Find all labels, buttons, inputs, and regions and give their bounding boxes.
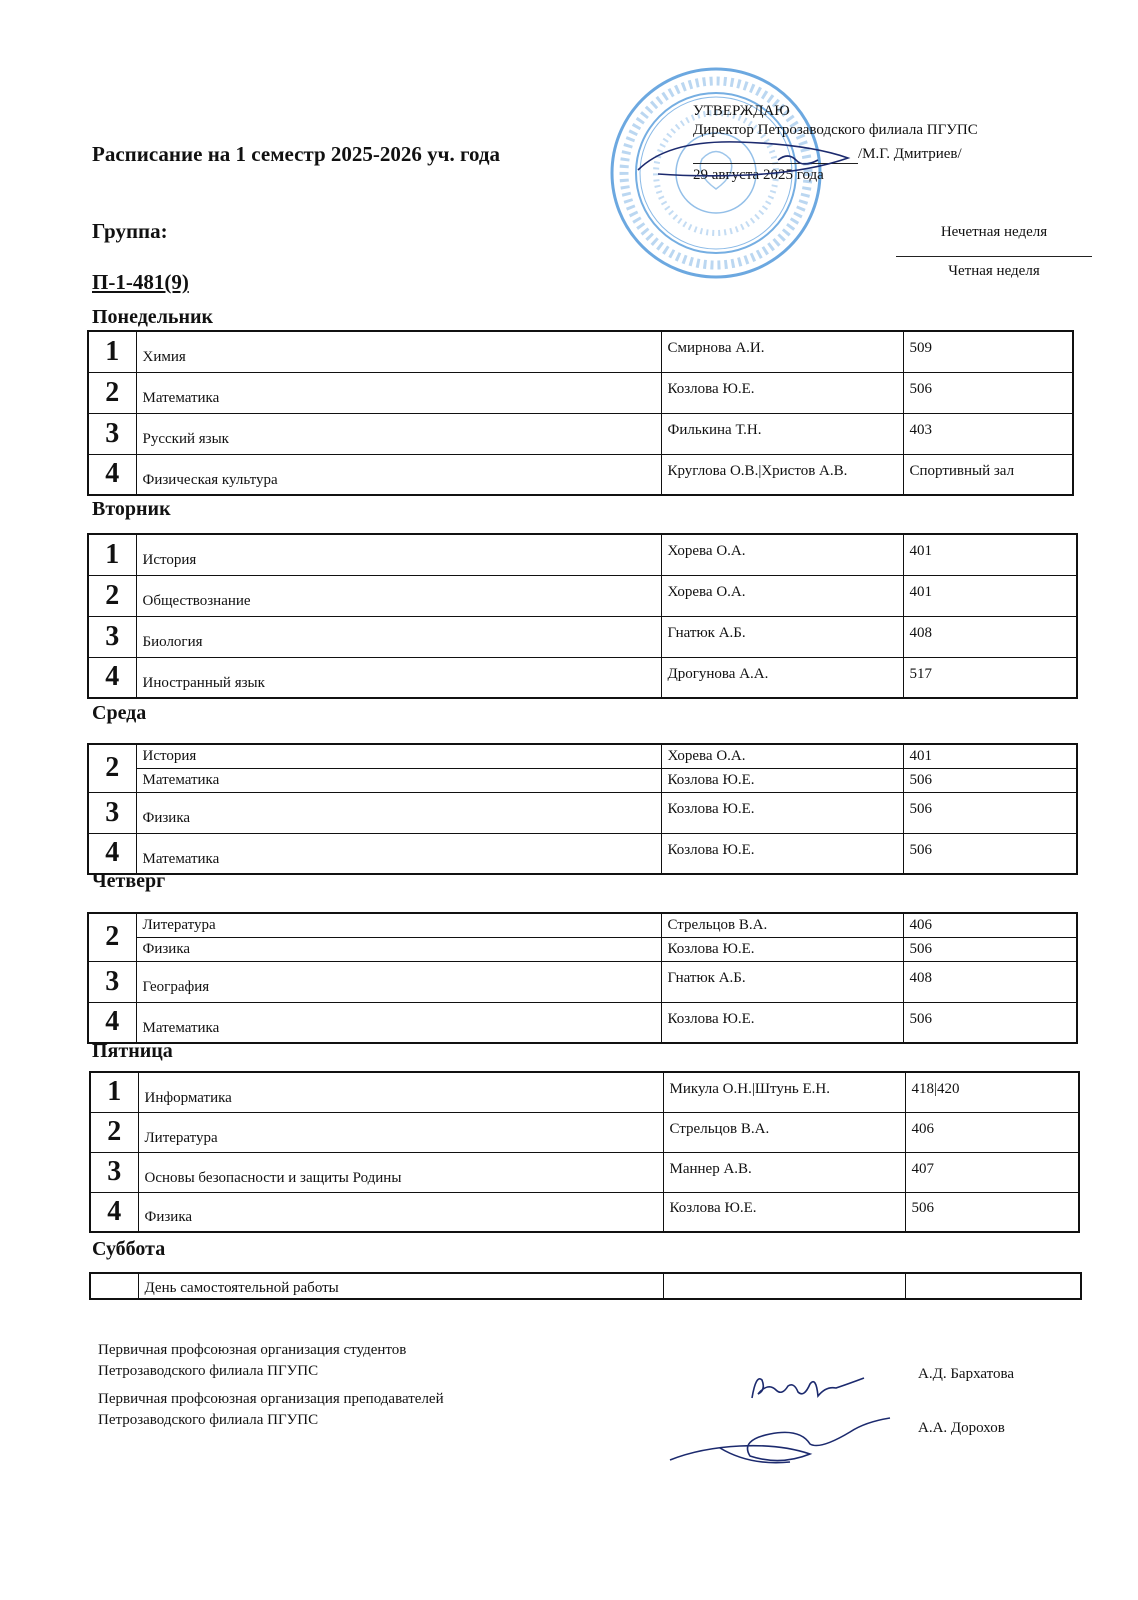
- lesson-teacher: Круглова О.В.|Христов А.В.: [661, 454, 903, 495]
- schedule-table-friday: [89, 1071, 1080, 1233]
- table-row: [88, 413, 1073, 454]
- table-row: [88, 372, 1073, 413]
- lesson-room: 506: [905, 1192, 1079, 1232]
- table-row: [90, 1152, 1079, 1192]
- lesson-number: 3: [88, 961, 136, 1002]
- lesson-room: 506: [903, 372, 1073, 413]
- lesson-teacher: Стрельцов В.А.: [663, 1112, 905, 1152]
- lesson-room: 509: [903, 331, 1073, 372]
- day-title-tuesday: Вторник: [92, 498, 171, 520]
- lesson-subject: Иностранный язык: [136, 657, 661, 698]
- table-row: [88, 792, 1077, 833]
- lesson-room: Спортивный зал: [903, 454, 1073, 495]
- lesson-room: 401: [903, 575, 1077, 616]
- lesson-number: 4: [88, 833, 136, 874]
- schedule-table-thursday: [87, 912, 1078, 1044]
- lesson-number: 4: [90, 1192, 138, 1232]
- table-row: [88, 616, 1077, 657]
- table-row: [88, 331, 1073, 372]
- lesson-teacher: Козлова Ю.Е.: [663, 1192, 905, 1232]
- lesson-room-even: 506: [903, 768, 1077, 792]
- lesson-number: 1: [88, 534, 136, 575]
- table-row: [90, 1112, 1079, 1152]
- lesson-subject: Биология: [136, 616, 661, 657]
- lesson-teacher-even: Козлова Ю.Е.: [661, 937, 903, 961]
- lesson-subject: Обществознание: [136, 575, 661, 616]
- lesson-number: 2: [88, 744, 136, 792]
- lesson-room-even: 506: [903, 937, 1077, 961]
- table-row: [88, 454, 1073, 495]
- lesson-room: 401: [903, 534, 1077, 575]
- table-row: [88, 913, 1077, 937]
- lesson-teacher: Хорева О.А.: [661, 534, 903, 575]
- lesson-number: 3: [90, 1152, 138, 1192]
- lesson-teacher: Козлова Ю.Е.: [661, 372, 903, 413]
- lesson-subject-even: Математика: [136, 768, 661, 792]
- approval-title: УТВЕРЖДАЮ: [693, 103, 790, 119]
- teachers-union-signature: [660, 1410, 900, 1480]
- table-row: [88, 833, 1077, 874]
- lesson-teacher-odd: Стрельцов В.А.: [661, 913, 903, 937]
- schedule-table-saturday: [89, 1272, 1082, 1300]
- lesson-room: 506: [903, 792, 1077, 833]
- lesson-subject: Химия: [136, 331, 661, 372]
- students-union-signer: А.Д. Бархатова: [918, 1366, 1015, 1382]
- lesson-teacher: Козлова Ю.Е.: [661, 833, 903, 874]
- lesson-room-odd: 406: [903, 913, 1077, 937]
- lesson-teacher-odd: Хорева О.А.: [661, 744, 903, 768]
- odd-week-label: Нечетная неделя: [940, 224, 1048, 240]
- director-signature: [628, 130, 858, 190]
- approval-date: 29 августа 2025 года: [693, 167, 824, 183]
- table-row: [90, 1192, 1079, 1232]
- table-row: [90, 1273, 1081, 1299]
- lesson-subject: Литература: [138, 1112, 663, 1152]
- lesson-room: 506: [903, 833, 1077, 874]
- lesson-number: 3: [88, 413, 136, 454]
- lesson-number: 2: [88, 913, 136, 961]
- table-row: [88, 768, 1077, 792]
- table-row: [90, 1072, 1079, 1112]
- lesson-subject: Математика: [136, 372, 661, 413]
- lesson-teacher: Филькина Т.Н.: [661, 413, 903, 454]
- students-union-line2: Петрозаводского филиала ПГУПС: [98, 1363, 319, 1379]
- students-union-signature: [748, 1368, 868, 1408]
- lesson-room: 506: [903, 1002, 1077, 1043]
- lesson-teacher: Козлова Ю.Е.: [661, 792, 903, 833]
- lesson-room: [905, 1273, 1081, 1299]
- lesson-teacher: Дрогунова А.А.: [661, 657, 903, 698]
- lesson-subject-odd: Литература: [136, 913, 661, 937]
- lesson-number: 3: [88, 616, 136, 657]
- lesson-room: 408: [903, 961, 1077, 1002]
- schedule-table-monday: [87, 330, 1074, 496]
- teachers-union-line2: Петрозаводского филиала ПГУПС: [98, 1412, 319, 1428]
- lesson-number: 2: [88, 575, 136, 616]
- lesson-subject-odd: История: [136, 744, 661, 768]
- table-row: [88, 534, 1077, 575]
- lesson-room: 407: [905, 1152, 1079, 1192]
- approval-position: Директор Петрозаводского филиала ПГУПС: [693, 122, 978, 138]
- lesson-room: 403: [903, 413, 1073, 454]
- lesson-number: 4: [88, 1002, 136, 1043]
- group-name: П-1-481(9): [92, 270, 189, 294]
- lesson-subject: Математика: [136, 833, 661, 874]
- lesson-subject: История: [136, 534, 661, 575]
- lesson-subject: Основы безопасности и защиты Родины: [138, 1152, 663, 1192]
- lesson-subject: География: [136, 961, 661, 1002]
- lesson-teacher: Хорева О.А.: [661, 575, 903, 616]
- teachers-union-block: [98, 1389, 444, 1431]
- table-row: [88, 744, 1077, 768]
- schedule-table-tuesday: [87, 533, 1078, 699]
- lesson-subject-even: Физика: [136, 937, 661, 961]
- lesson-teacher: [663, 1273, 905, 1299]
- lesson-number: 1: [90, 1072, 138, 1112]
- lesson-room: 406: [905, 1112, 1079, 1152]
- lesson-number: 2: [90, 1112, 138, 1152]
- lesson-subject: Физика: [136, 792, 661, 833]
- week-divider: [896, 256, 1092, 257]
- lesson-teacher: Козлова Ю.Е.: [661, 1002, 903, 1043]
- schedule-table-wednesday: [87, 743, 1078, 875]
- lesson-teacher-even: Козлова Ю.Е.: [661, 768, 903, 792]
- table-row: [88, 575, 1077, 616]
- lesson-number: 4: [88, 454, 136, 495]
- lesson-room-odd: 401: [903, 744, 1077, 768]
- lesson-teacher: Маннер А.В.: [663, 1152, 905, 1192]
- lesson-teacher: Смирнова А.И.: [661, 331, 903, 372]
- lesson-teacher: Гнатюк А.Б.: [661, 961, 903, 1002]
- day-title-saturday: Суббота: [92, 1238, 166, 1260]
- lesson-number: 1: [88, 331, 136, 372]
- lesson-room: 517: [903, 657, 1077, 698]
- day-title-thursday: Четверг: [92, 870, 166, 892]
- lesson-number: 3: [88, 792, 136, 833]
- teachers-union-line1: Первичная профсоюзная организация преподавателей: [98, 1391, 444, 1407]
- lesson-number: 2: [88, 372, 136, 413]
- lesson-subject: Информатика: [138, 1072, 663, 1112]
- even-week-label: Четная неделя: [948, 263, 1040, 279]
- lesson-subject: Русский язык: [136, 413, 661, 454]
- lesson-number: 4: [88, 657, 136, 698]
- lesson-subject: День самостоятельной работы: [138, 1273, 663, 1299]
- lesson-teacher: Гнатюк А.Б.: [661, 616, 903, 657]
- day-title-friday: Пятница: [92, 1040, 173, 1062]
- students-union-block: [98, 1340, 406, 1382]
- lesson-room: 418|420: [905, 1072, 1079, 1112]
- table-row: [88, 1002, 1077, 1043]
- lesson-number: [90, 1273, 138, 1299]
- table-row: [88, 937, 1077, 961]
- approval-signer: /М.Г. Дмитриев/: [858, 146, 962, 162]
- page-title: Расписание на 1 семестр 2025-2026 уч. года: [92, 142, 501, 166]
- lesson-subject: Физика: [138, 1192, 663, 1232]
- lesson-room: 408: [903, 616, 1077, 657]
- lesson-teacher: Микула О.Н.|Штунь Е.Н.: [663, 1072, 905, 1112]
- table-row: [88, 657, 1077, 698]
- day-title-wednesday: Среда: [92, 702, 147, 724]
- group-label: Группа:: [92, 219, 168, 243]
- teachers-union-signer: А.А. Дорохов: [918, 1420, 1005, 1436]
- lesson-subject: Физическая культура: [136, 454, 661, 495]
- lesson-subject: Математика: [136, 1002, 661, 1043]
- table-row: [88, 961, 1077, 1002]
- students-union-line1: Первичная профсоюзная организация студентов: [98, 1342, 407, 1358]
- day-title-monday: Понедельник: [92, 306, 214, 328]
